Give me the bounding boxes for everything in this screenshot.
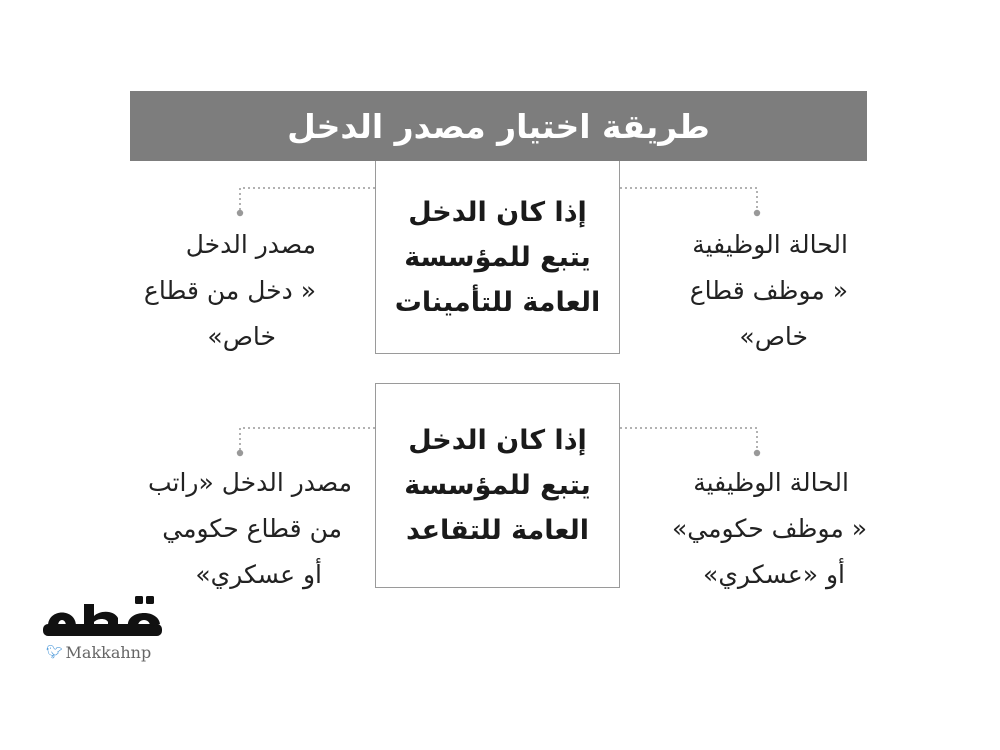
employment-status-government	[672, 460, 867, 598]
connector-dot-left-2	[237, 450, 243, 456]
condition-line: العامة للتأمينات	[394, 286, 601, 318]
condition-line: يتبع للمؤسسة	[404, 241, 591, 273]
condition-box-retirement	[375, 383, 620, 588]
condition-line: إذا كان الدخل	[408, 425, 587, 456]
handle-text: Makkahnp	[65, 643, 152, 662]
status-line: خاص»	[739, 322, 808, 351]
makkah-logo	[40, 590, 165, 642]
condition-box-insurance	[375, 161, 620, 354]
connector-right-2	[620, 428, 757, 452]
status-line: « موظف حكومي»	[672, 514, 867, 543]
income-source-government	[148, 460, 352, 598]
status-line: أو «عسكري»	[703, 560, 845, 589]
connector-left-1	[240, 188, 375, 212]
source-line: خاص»	[207, 322, 276, 351]
connector-dot-right-2	[754, 450, 760, 456]
source-line: مصدر الدخل «راتب	[147, 468, 352, 497]
connector-dot-left-1	[237, 210, 243, 216]
diagram-title: طريقة اختيار مصدر الدخل	[287, 106, 710, 146]
connector-dot-right-1	[754, 210, 760, 216]
connector-right-1	[620, 188, 757, 212]
status-line: « موظف قطاع	[689, 276, 848, 305]
twitter-bird-icon: 🐦︎	[46, 645, 63, 660]
connector-left-2	[240, 428, 375, 452]
income-source-private	[144, 222, 316, 360]
status-line: الحالة الوظيفية	[692, 230, 848, 259]
condition-line: العامة للتقاعد	[405, 515, 590, 546]
status-line: الحالة الوظيفية	[693, 468, 849, 497]
social-handle	[46, 643, 151, 662]
condition-line: إذا كان الدخل	[408, 196, 587, 228]
source-line: « دخل من قطاع	[143, 276, 316, 305]
employment-status-private	[690, 222, 848, 360]
source-line: من قطاع حكومي	[162, 514, 342, 543]
source-line: أو عسكري»	[195, 560, 322, 589]
source-line: مصدر الدخل	[185, 230, 316, 259]
condition-line: يتبع للمؤسسة	[404, 470, 591, 501]
